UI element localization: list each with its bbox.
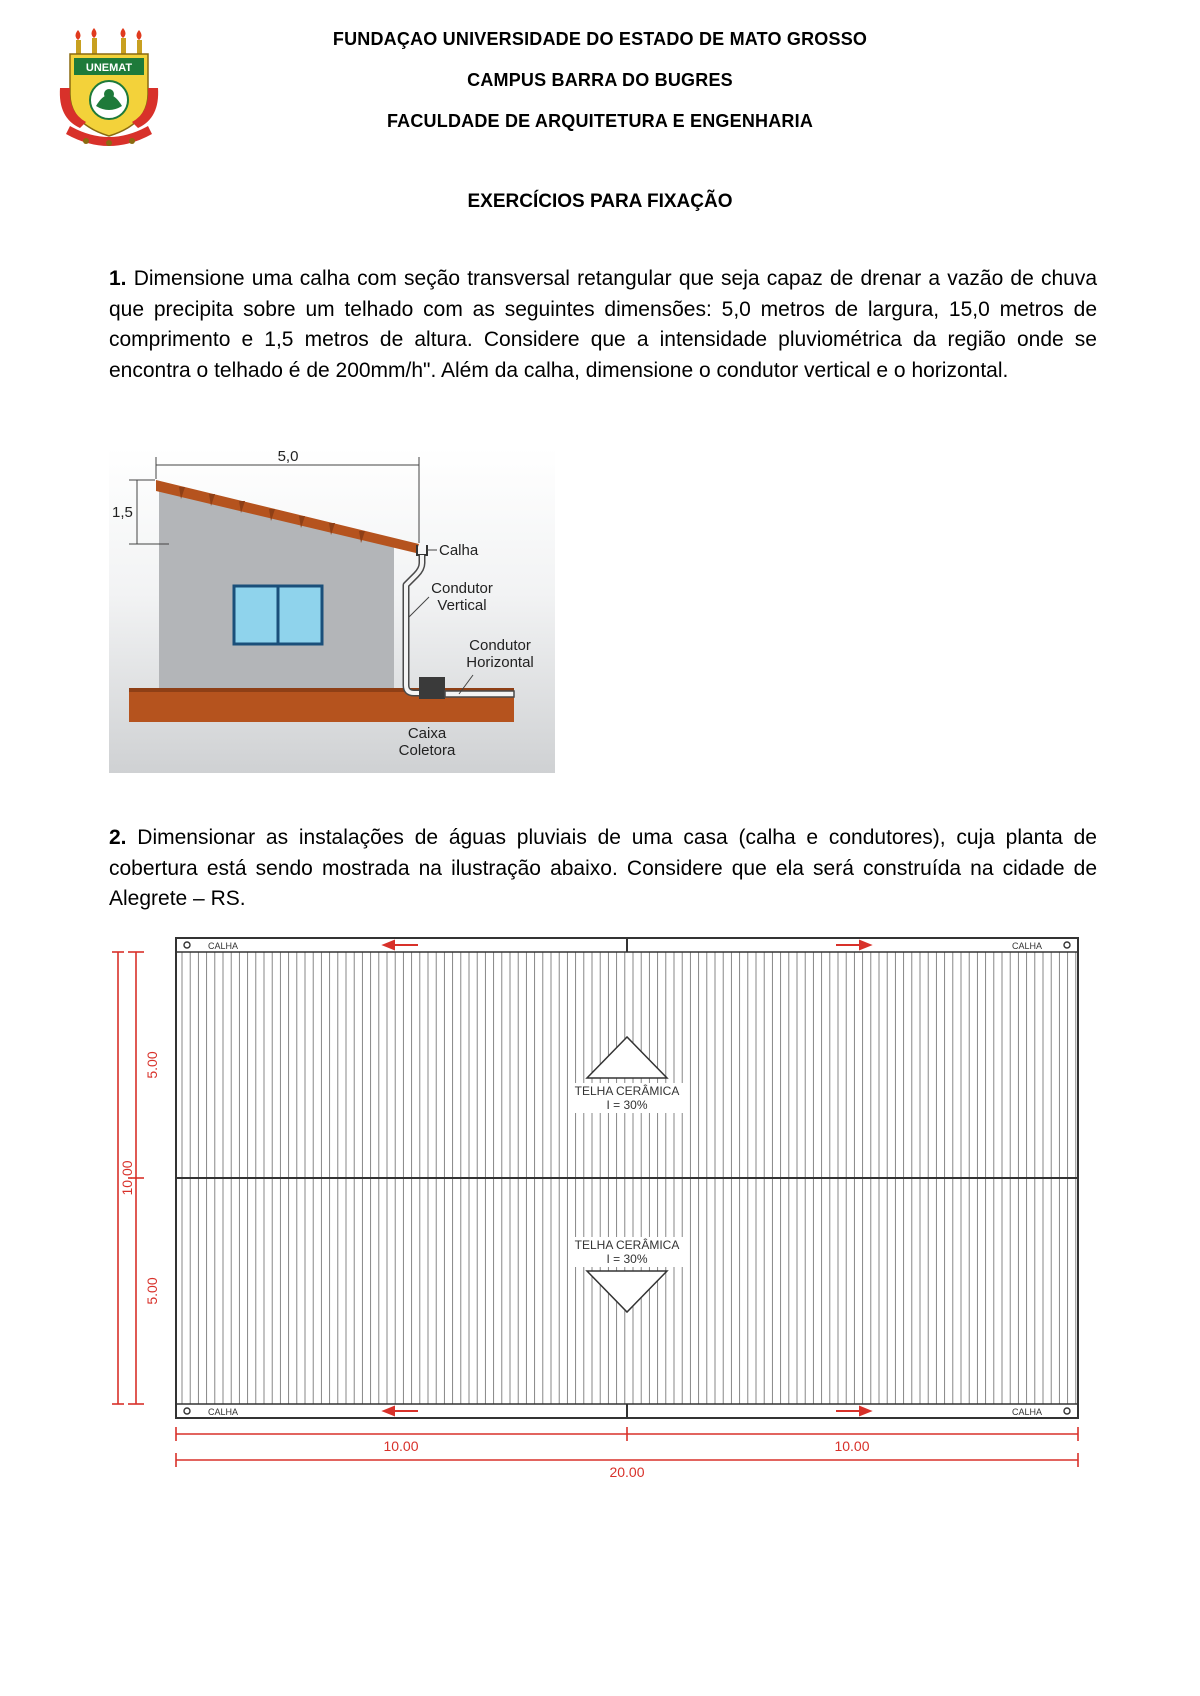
- header-faculty: FACULDADE DE ARQUITETURA E ENGENHARIA: [386, 111, 814, 131]
- exercise-2: [109, 823, 1097, 915]
- exercise-2-text: Dimensionar as instalações de águas pluviais de uma casa (calha e condutores), cuja planta de cobertura está sendo mostrada na ilustração abaixo. Considere que ela será construída na cidade de Alegrete – RS.: [109, 826, 1097, 910]
- label-calha: Calha: [439, 542, 479, 559]
- dim-height-label: 1,5: [112, 504, 133, 521]
- dim-bottom-left: 10.00: [383, 1438, 419, 1454]
- telha-label-top: TELHA CERÂMICA: [574, 1084, 680, 1098]
- dim-left-bottom: 5.00: [144, 1277, 160, 1305]
- header-institution: FUNDAÇAO UNIVERSIDADE DO ESTADO DE MATO GROSSO: [332, 29, 868, 49]
- exercise-2-number: 2.: [109, 826, 127, 849]
- figure-roof-plan: [108, 930, 1108, 1480]
- slope-down-triangle: [587, 1271, 667, 1312]
- dim-bottom-total: 20.00: [609, 1464, 645, 1480]
- calha-label: CALHA: [208, 1407, 239, 1417]
- exercise-1: [109, 264, 1097, 386]
- label-caixa-1: Caixa: [407, 725, 447, 742]
- figure-house-drainage: [109, 447, 555, 773]
- label-condutor-vertical-2: Vertical: [437, 597, 487, 614]
- telha-label-bottom: TELHA CERÂMICA: [574, 1238, 680, 1252]
- label-condutor-horizontal-2: Horizontal: [466, 654, 534, 671]
- dim-left-top: 5.00: [144, 1051, 160, 1079]
- calha-label: CALHA: [1012, 1407, 1043, 1417]
- caixa-coletora: [419, 677, 445, 699]
- page-title: EXERCÍCIOS PARA FIXAÇÃO: [467, 191, 733, 212]
- slope-up-triangle: [587, 1037, 667, 1078]
- logo-text: UNEMAT: [85, 62, 133, 74]
- header-campus: CAMPUS BARRA DO BUGRES: [467, 70, 733, 90]
- calha-label: CALHA: [1012, 941, 1043, 951]
- exercise-1-text: Dimensione uma calha com seção transversal retangular que seja capaz de drenar a vazão de chuva que precipita sobre um telhado com as seguintes dimensões: 5,0 metros de largura, 15,0 metros de comprimento e 1,5 metros de altura. Considere que a intensidade pluviométrica da região onde se encontra o telhado é de 200mm/h". Além da calha, dimensione o condutor vertical e o horizontal.: [109, 267, 1097, 382]
- slope-label-top: I = 30%: [606, 1098, 648, 1112]
- dim-bottom-right: 10.00: [834, 1438, 870, 1454]
- label-condutor-vertical-1: Condutor: [431, 580, 493, 597]
- exercise-1-number: 1.: [109, 267, 127, 290]
- label-caixa-2: Coletora: [398, 742, 456, 759]
- slope-label-bottom: I = 30%: [606, 1252, 648, 1266]
- label-condutor-horizontal-1: Condutor: [469, 637, 531, 654]
- condutor-horizontal-pipe: [445, 691, 514, 697]
- dim-width-label: 5,0: [277, 448, 299, 465]
- calha-label: CALHA: [208, 941, 239, 951]
- dim-left-total: 10.00: [119, 1160, 135, 1196]
